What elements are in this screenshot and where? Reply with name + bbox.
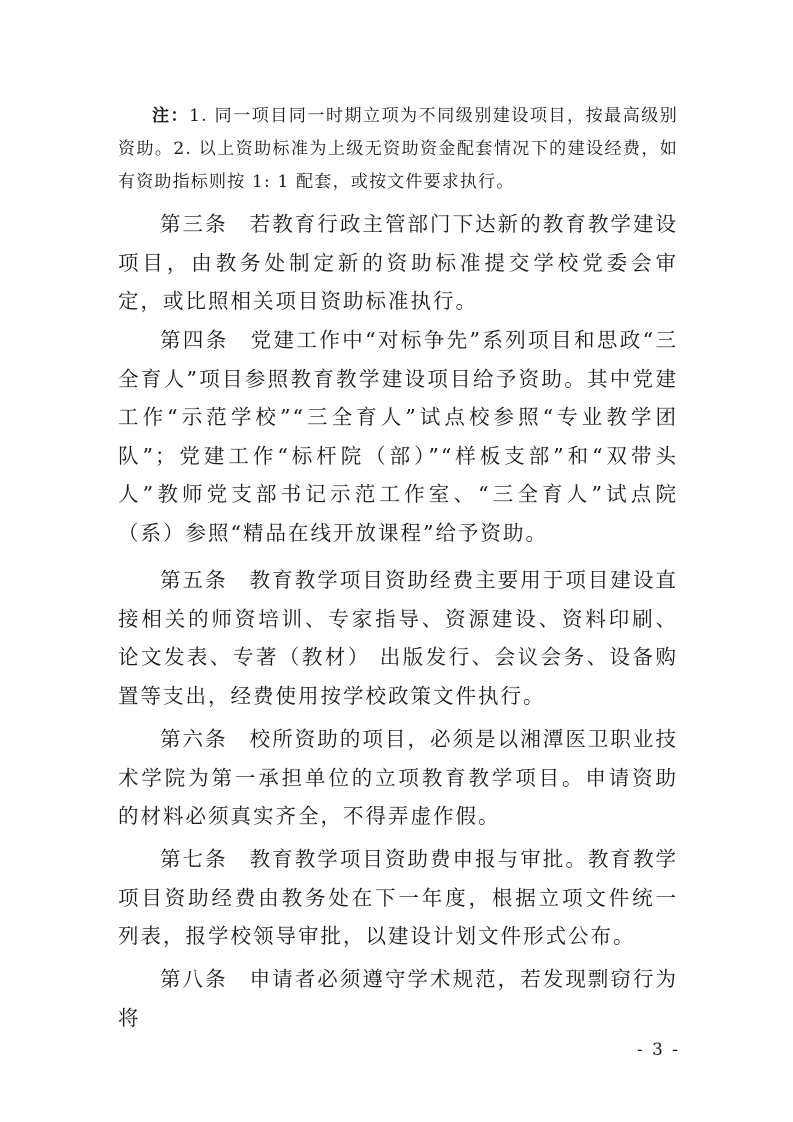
note-paragraph: [118, 100, 678, 199]
article-4: [118, 321, 678, 553]
article-5: [118, 561, 678, 715]
article-number: 第八条: [160, 967, 228, 991]
article-number: 第五条: [160, 568, 228, 592]
article-text: 党建工作中“对标争先”系列项目和思政“三全育人”项目参照教育教学建设项目给予资助。其中党建工作“示范学校”“三全育人”试点校参照“专业教学团队”；党建工作“标杆院（部）”“样板支部”和“双带头人”教师党支部书记示范工作室、“三全育人”试点院（系）参照“精品在线开放课程”给予资助。: [118, 328, 678, 545]
article-text: 若教育行政主管部门下达新的教育教学建设项目，由教务处制定新的资助标准提交学校党委会审定，或比照相关项目资助标准执行。: [118, 212, 679, 314]
article-number: 第四条: [160, 328, 229, 352]
article-text: 校所资助的项目，必须是以湘潭医卫职业技术学院为第一承担单位的立项教育教学项目。申请资助的材料必须真实齐全，不得弄虚作假。: [118, 727, 679, 829]
article-3: [118, 205, 678, 321]
article-text: 教育教学项目资助费申报与审批。教育教学项目资助经费由教务处在下一年度，根据立项文件统一列表，报学校领导审批，以建设计划文件形式公布。: [118, 847, 679, 949]
article-number: 第七条: [160, 847, 228, 871]
article-7: [118, 840, 678, 956]
note-text: 1. 同一项目同一时期立项为不同级别建设项目，按最高级别资助。2. 以上资助标准为上级无资助资金配套情况下的建设经费，如有资助指标则按 1: 1 配套，或按文件要求执行。: [118, 106, 678, 192]
article-6: [118, 720, 678, 836]
note-label: 注：: [152, 106, 190, 126]
article-number: 第六条: [160, 727, 228, 751]
article-number: 第三条: [160, 212, 228, 236]
page-number: - 3 -: [636, 1040, 680, 1060]
article-text: 教育教学项目资助经费主要用于项目建设直接相关的师资培训、专家指导、资源建设、资料印刷、论文发表、专著（教材） 出版发行、会议会务、设备购置等支出，经费使用按学校政策文件执行。: [118, 568, 679, 708]
article-8: [118, 960, 678, 1037]
article-text: 申请者必须遵守学术规范，若发现剽窃行为将: [118, 967, 679, 1030]
